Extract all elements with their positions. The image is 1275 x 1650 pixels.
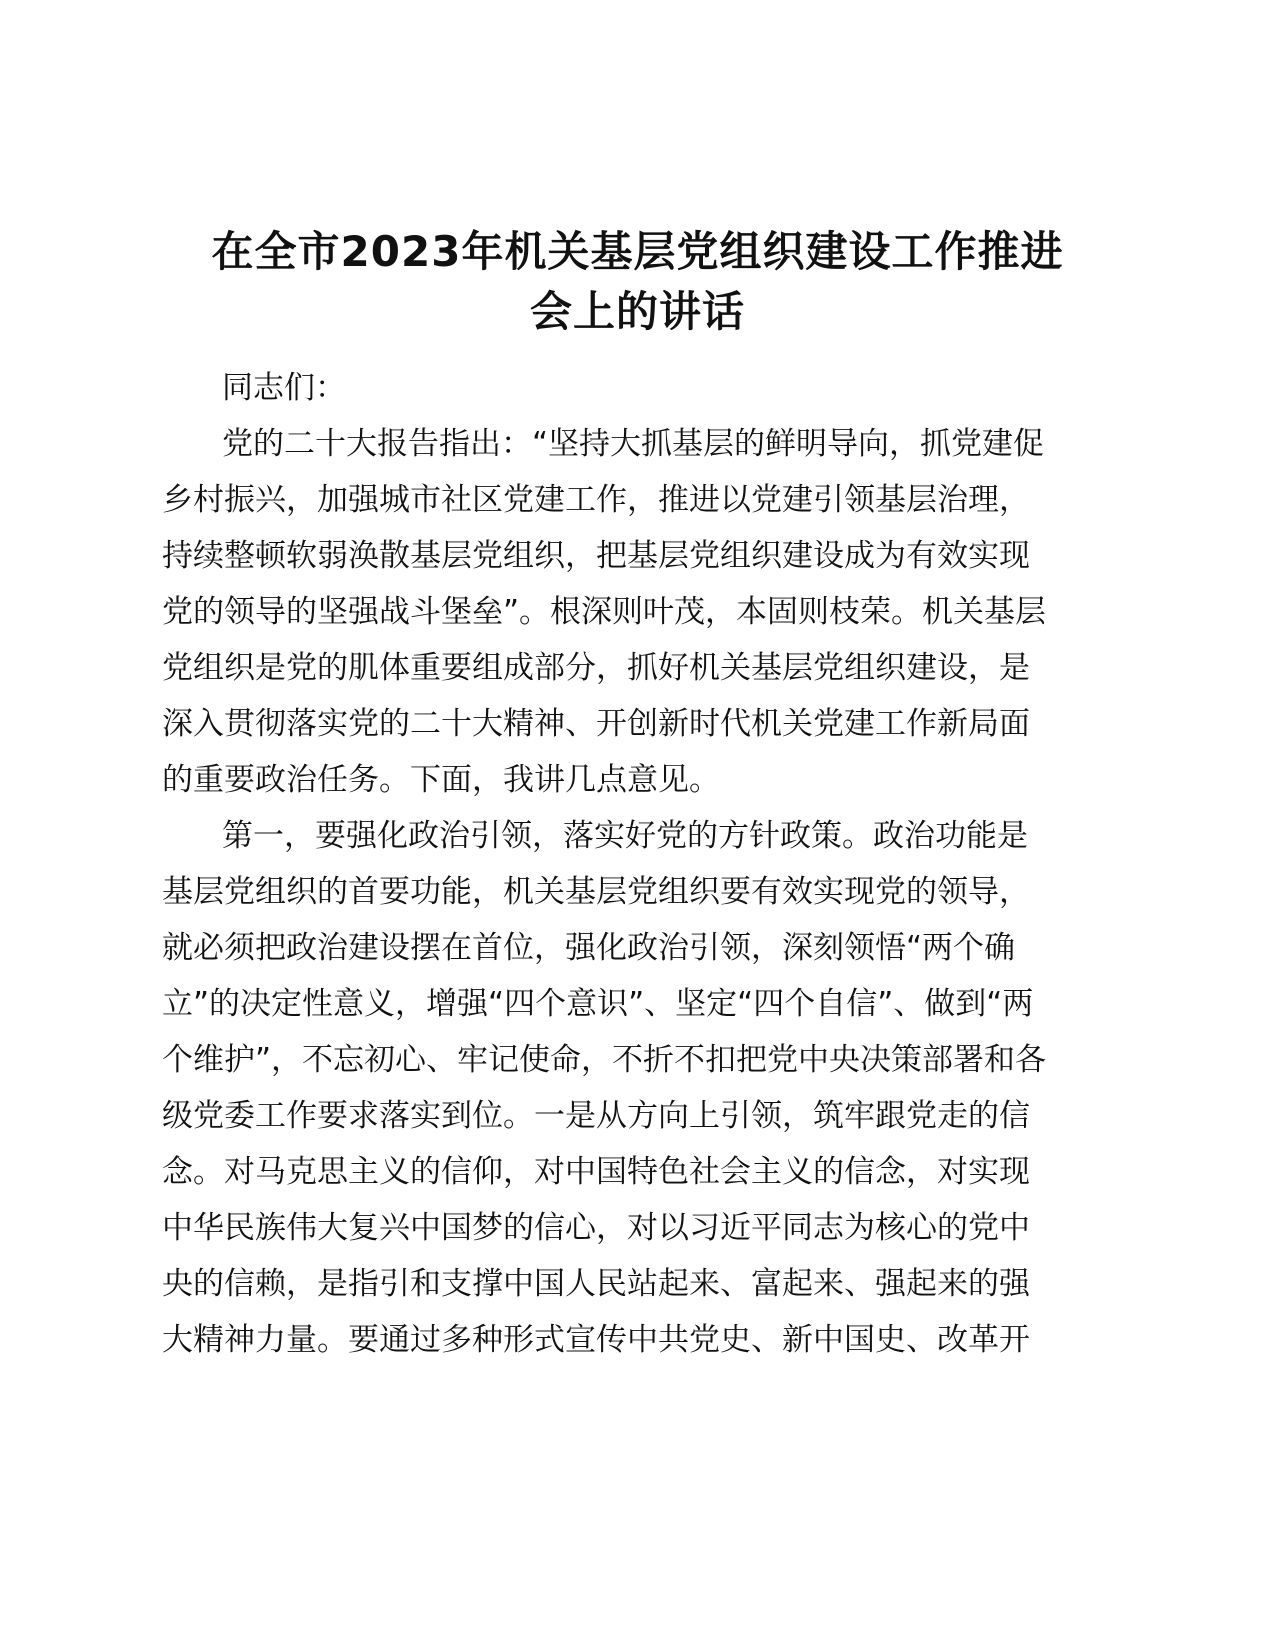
paragraph-1-line-3: 持续整顿软弱涣散基层党组织，把基层党组织建设成为有效实现	[162, 538, 1030, 574]
document-title-line-1: 在全市2023年机关基层党组织建设工作推进	[211, 227, 1064, 276]
paragraph-2-line-7: 念。对马克思主义的信仰，对中国特色社会主义的信念，对实现	[162, 1154, 1030, 1190]
paragraph-1-line-7: 的重要政治任务。下面，我讲几点意见。	[162, 762, 720, 798]
salutation: 同志们：	[222, 370, 346, 406]
paragraph-1-line-1: 党的二十大报告指出：“坚持大抓基层的鲜明导向，抓党建促	[222, 426, 1045, 462]
paragraph-2-line-10: 大精神力量。要通过多种形式宣传中共党史、新中国史、改革开	[162, 1322, 1030, 1358]
paragraph-2-line-2: 基层党组织的首要功能，机关基层党组织要有效实现党的领导，	[162, 874, 1030, 910]
paragraph-1-line-4: 党的领导的坚强战斗堡垒”。根深则叶茂，本固则枝荣。机关基层	[162, 594, 1047, 630]
document-title-line-2: 会上的讲话	[529, 287, 745, 336]
paragraph-2-line-6: 级党委工作要求落实到位。一是从方向上引领，筑牢跟党走的信	[162, 1098, 1030, 1134]
paragraph-1-line-6: 深入贯彻落实党的二十大精神、开创新时代机关党建工作新局面	[162, 706, 1030, 742]
paragraph-2-line-1: 第一，要强化政治引领，落实好党的方针政策。政治功能是	[222, 818, 1028, 854]
paragraph-1-line-5: 党组织是党的肌体重要组成部分，抓好机关基层党组织建设，是	[162, 650, 1030, 686]
paragraph-2-line-9: 央的信赖，是指引和支撑中国人民站起来、富起来、强起来的强	[162, 1266, 1030, 1302]
paragraph-2-line-3: 就必须把政治建设摆在首位，强化政治引领，深刻领悟“两个确	[162, 930, 1016, 966]
paragraph-2-line-8: 中华民族伟大复兴中国梦的信心，对以习近平同志为核心的党中	[162, 1210, 1030, 1246]
paragraph-1-line-2: 乡村振兴，加强城市社区党建工作，推进以党建引领基层治理，	[162, 482, 1030, 518]
paragraph-2-line-5: 个维护”，不忘初心、牢记使命，不折不扣把党中央决策部署和各	[162, 1042, 1047, 1078]
paragraph-2-line-4: 立”的决定性意义，增强“四个意识”、坚定“四个自信”、做到“两	[162, 986, 1034, 1022]
